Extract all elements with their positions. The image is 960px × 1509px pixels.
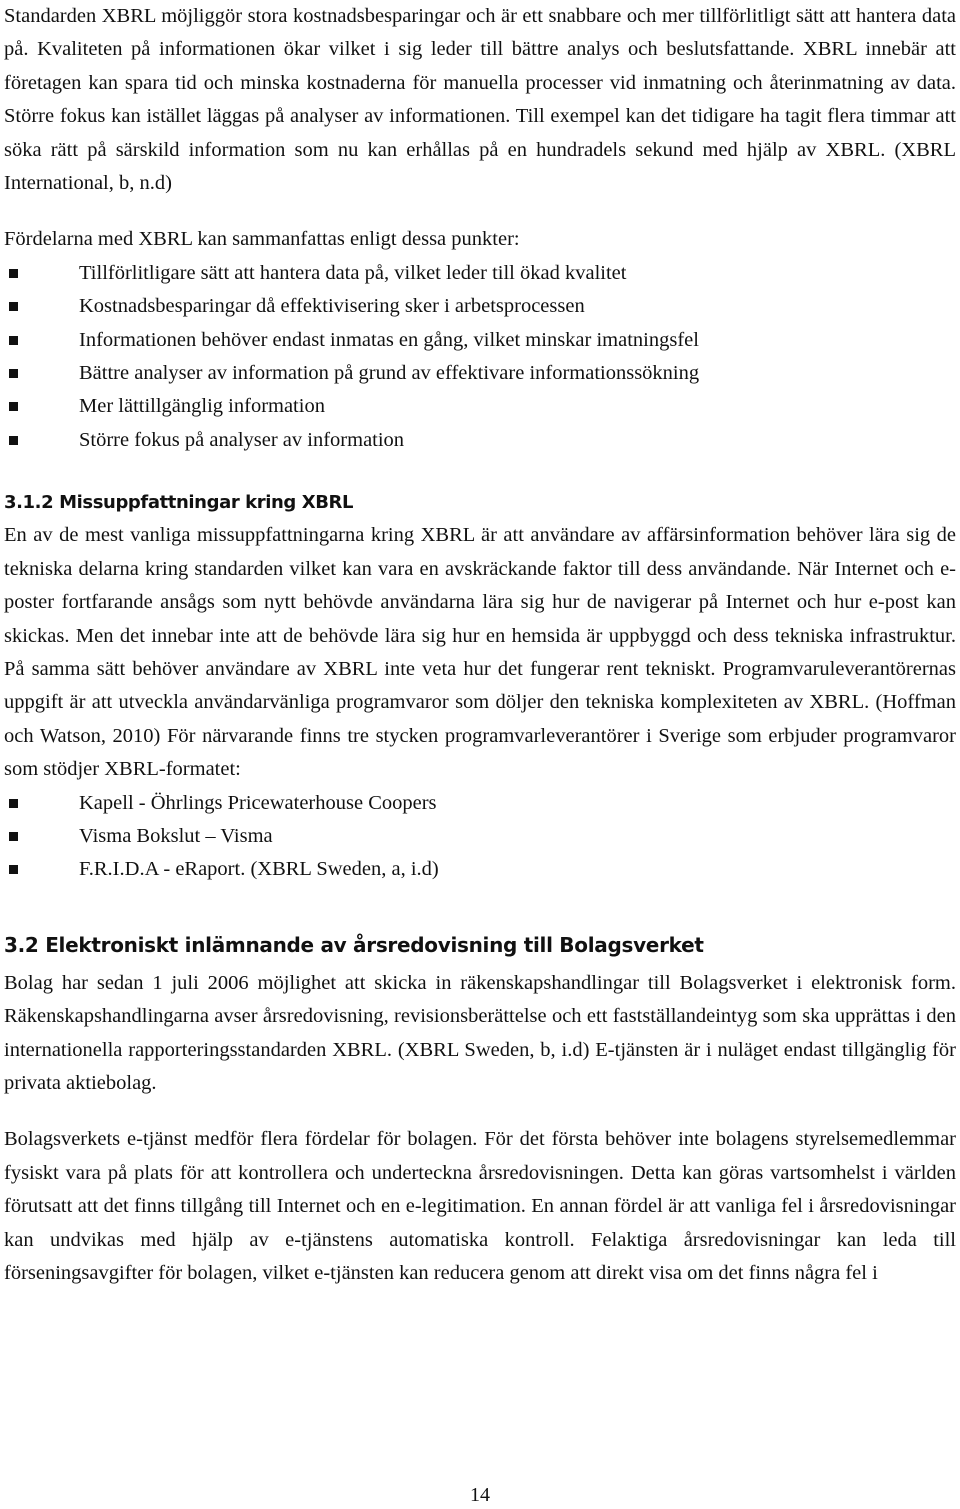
section-32-heading: 3.2 Elektroniskt inlämnande av årsredovisning till Bolagsverket: [4, 932, 704, 957]
page-number: 14: [470, 1484, 490, 1506]
document-page: [4, 0, 956, 1290]
list-item: [4, 257, 956, 290]
intro-paragraph: Standarden XBRL möjliggör stora kostnadsbesparingar och är ett snabbare och mer tillförlitligt sätt att hantera data på. Kvaliteten på informationen ökar vilket i sig leder till bättre analys och beslutsfattande. XBRL innebär att företagen kan spara tid och minska kostnaderna för manuella processer vid inmatning och återinmatning av data. Större fokus kan istället läggas på analyser av informationen. Till exempel kan det tidigare ha tagit flera timmar att söka rätt på särskild information som nu kan erhållas på en hundradels sekund med hjälp av XBRL. (XBRL International, b, n.d): [4, 5, 956, 195]
list-item: [4, 290, 956, 323]
section-312-paragraph: En av de mest vanliga missuppfattningarna kring XBRL är att användare av affärsinformation behöver lära sig de tekniska delarna kring standarden vilket kan vara en avskräckande faktor till dess användande. När Internet och e-poster fortfarande ansågs som nytt behövde användarna lära sig hur de navigerar på Internet och hur e-post kan skickas. Men det innebar inte att de behövde lära sig hur en hemsida är uppbyggd och dess tekniska infrastruktur. På samma sätt behöver användare av XBRL inte veta hur det fungerar rent tekniskt. Programvaruleverantörernas uppgift är att utveckla användarvänliga programvaror som döljer den tekniska komplexiteten av XBRL. (Hoffman och Watson, 2010) För närvarande finns tre stycken programvarleverantörer i Sverige som erbjuder programvaror som stödjer XBRL-formatet:: [4, 524, 956, 781]
vendor-text: Visma Bokslut – Visma: [79, 824, 273, 847]
benefits-list: [4, 257, 956, 457]
section-312-heading: 3.1.2 Missuppfattningar kring XBRL: [4, 492, 354, 514]
list-item: [4, 787, 956, 820]
benefit-text: Större fokus på analyser av information: [79, 428, 405, 451]
list-item: [4, 853, 956, 886]
list-item: [4, 324, 956, 357]
list-item: [4, 424, 956, 457]
benefit-text: Mer lättillgänglig information: [79, 395, 325, 418]
section-32-paragraph-2: Bolagsverkets e-tjänst medför flera fördelar för bolagen. För det första behöver inte bolagens styrelsemedlemmar fysiskt vara på plats för att kontrollera och underteckna årsredovisningen. Detta kan göras vartsomhelst i världen förutsatt att det finns tillgång till Internet och en e-legitimation. En annan fördel är att vanliga fel i årsredovisningar kan undvikas med hjälp av e-tjänstens automatiska kontroll. Felaktiga årsredovisningar kan leda till förseningsavgifter för bolagen, vilket e-tjänsten kan reducera genom att direkt visa om det finns några fel i: [4, 1128, 956, 1284]
vendor-text: Kapell - Öhrlings Pricewaterhouse Coopers: [79, 791, 437, 814]
benefit-text: Bättre analyser av information på grund av effektivare informationssökning: [79, 362, 700, 385]
bullet-square-icon: [9, 269, 18, 278]
section-32-paragraph-1: Bolag har sedan 1 juli 2006 möjlighet att skicka in räkenskapshandlingar till Bolagsverket i elektronisk form. Räkenskapshandlingarna avser årsredovisning, revisionsberättelse och ett fastställandeintyg som ska upprättas i den internationella rapporteringsstandarden XBRL. (XBRL Sweden, b, i.d) E-tjänsten är i nuläget endast tillgänglig för privata aktiebolag.: [4, 971, 956, 1094]
vendor-text: F.R.I.D.A - eRaport. (XBRL Sweden, a, i.d): [79, 858, 439, 881]
bullet-square-icon: [9, 402, 18, 411]
bullet-square-icon: [9, 302, 18, 311]
benefit-text: Tillförlitligare sätt att hantera data på, vilket leder till ökad kvalitet: [79, 261, 627, 284]
bullet-square-icon: [9, 369, 18, 378]
benefit-text: Kostnadsbesparingar då effektivisering sker i arbetsprocessen: [79, 295, 585, 318]
bullet-square-icon: [9, 865, 18, 874]
bullet-square-icon: [9, 436, 18, 445]
bullet-square-icon: [9, 799, 18, 808]
benefits-intro: Fördelarna med XBRL kan sammanfattas enligt dessa punkter:: [4, 228, 520, 251]
benefit-text: Informationen behöver endast inmatas en gång, vilket minskar imatningsfel: [79, 328, 699, 351]
vendor-list: [4, 787, 956, 887]
list-item: [4, 357, 956, 390]
list-item: [4, 390, 956, 423]
bullet-square-icon: [9, 336, 18, 345]
list-item: [4, 820, 956, 853]
bullet-square-icon: [9, 832, 18, 841]
